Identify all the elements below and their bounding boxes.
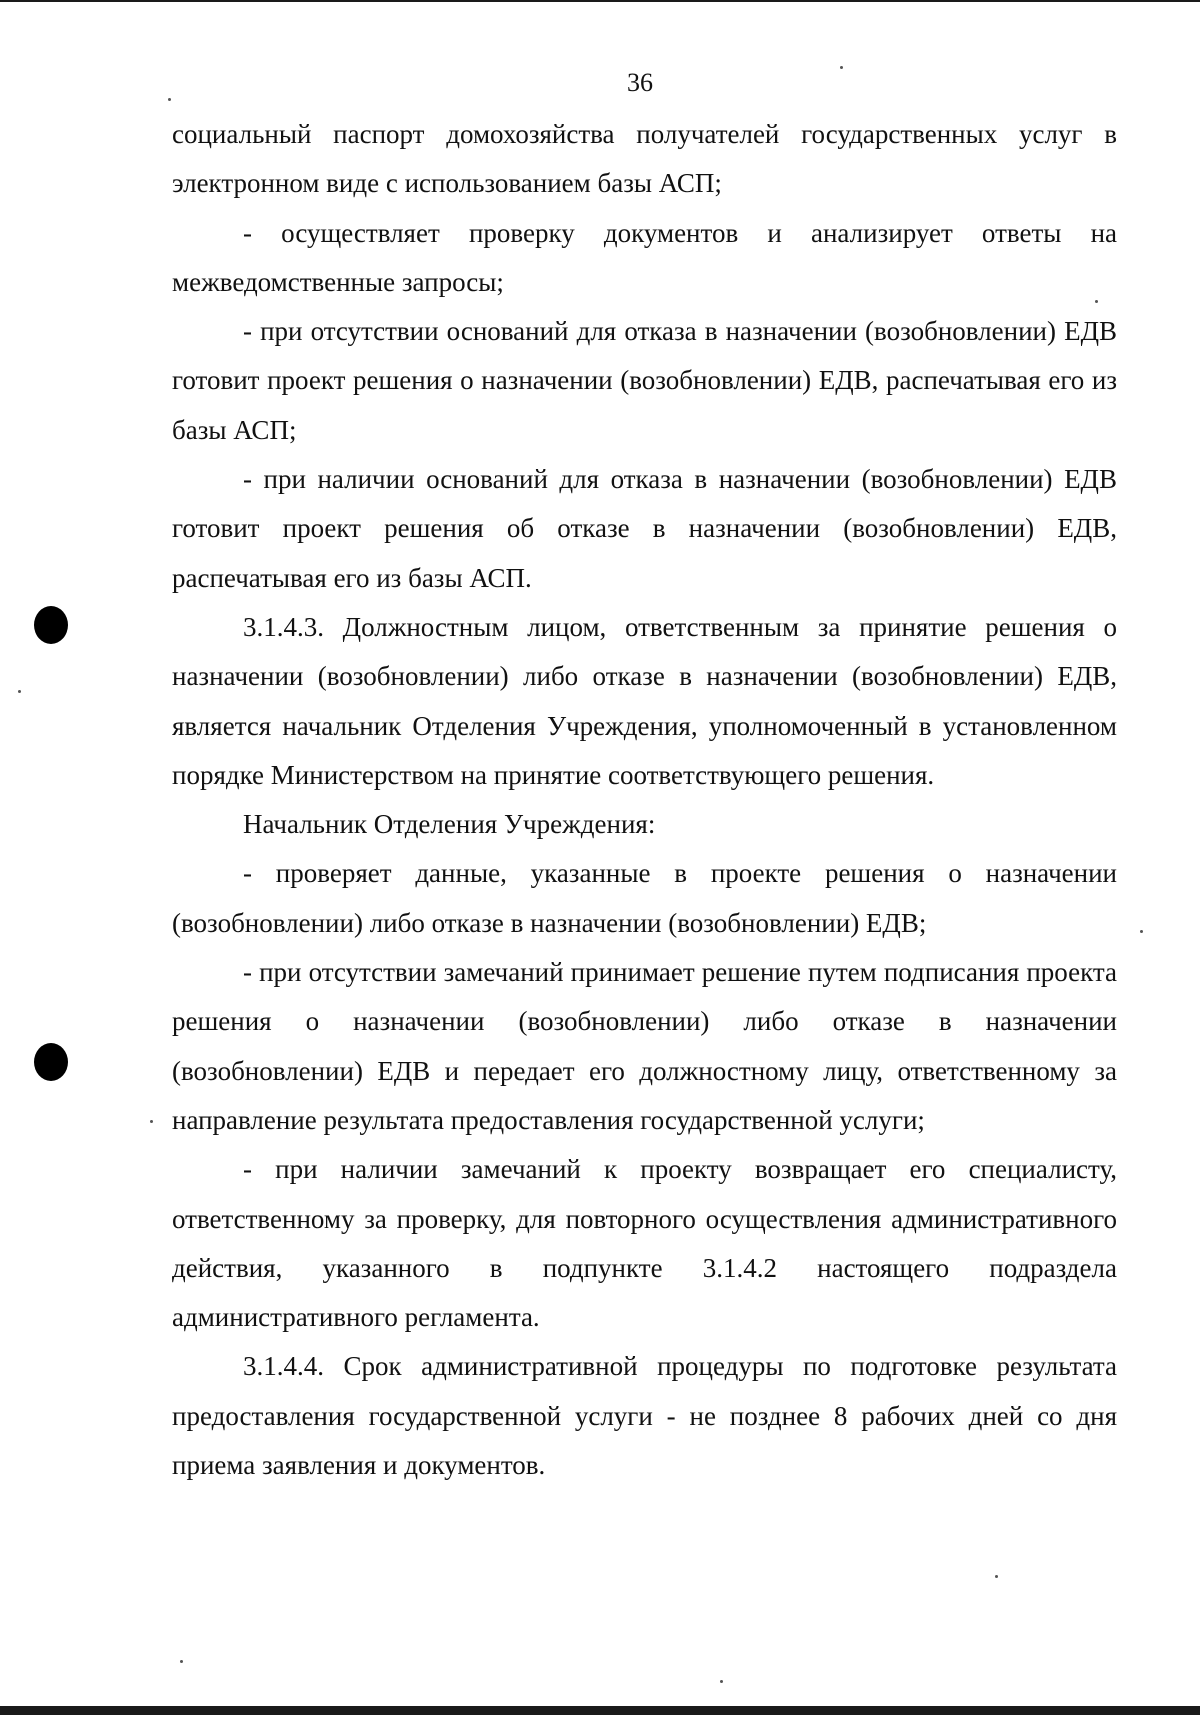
scan-speck [18,690,21,693]
paragraph-list-item: - при наличии замечаний к проекту возвращает его специалисту, ответственному за проверку, для повторного осуществления административного действия, указанного в подпункте 3.1.4.2 настоящего подраздела административного регламента. [172,1154,1117,1333]
page-number: 36 [627,68,653,97]
paragraph-clause-3-1-4-4: 3.1.4.4. Срок административной процедуры по подготовке результата предоставления государственной услуги - не позднее 8 рабочих дней со дня приема заявления и документов. [172,1351,1117,1481]
scan-speck [995,1575,998,1578]
paragraph-list-item: - проверяет данные, указанные в проекте решения о назначении (возобновлении) либо отказе в назначении (возобновлении) ЕДВ; [172,858,1117,938]
scan-speck [840,66,843,69]
paragraph-list-item: - осуществляет проверку документов и анализирует ответы на межведомственные запросы; [172,217,1117,297]
scan-top-edge [0,0,1200,2]
paragraph-list-item: - при наличии оснований для отказа в назначении (возобновлении) ЕДВ готовит проект решения об отказе в назначении (возобновлении) ЕДВ, распечатывая его из базы АСП. [172,464,1117,593]
scan-speck [180,1660,183,1663]
paragraph-continuation: социальный паспорт домохозяйства получателей государственных услуг в электронном виде с использованием базы АСП; [172,119,1117,199]
scan-speck [168,98,171,101]
document-body [172,110,1117,1490]
paragraph-heading: Начальник Отделения Учреждения: [243,809,656,840]
paragraph-list-item: - при отсутствии оснований для отказа в назначении (возобновлении) ЕДВ готовит проект решения о назначении (возобновлении) ЕДВ, распечатывая его из базы АСП; [172,316,1117,445]
punch-hole-mark [34,1043,68,1081]
paragraph-clause-3-1-4-3: 3.1.4.3. Должностным лицом, ответственным за принятие решения о назначении (возобновлении) либо отказе в назначении (возобновлении) ЕДВ, является начальник Отделения Учреждения, уполномоченный в установленном порядке Министерством на принятие соответствующего решения. [172,611,1117,790]
scan-speck [720,1680,723,1683]
punch-hole-mark [34,606,68,644]
scan-bottom-edge [0,1706,1200,1715]
scan-speck [150,1120,153,1123]
scan-speck [1140,930,1143,933]
paragraph-list-item: - при отсутствии замечаний принимает решение путем подписания проекта решения о назначении (возобновлении) либо отказе в назначении (возобновлении) ЕДВ и передает его должностному лицу, ответственному за направление результата предоставления государственной услуги; [172,957,1117,1135]
